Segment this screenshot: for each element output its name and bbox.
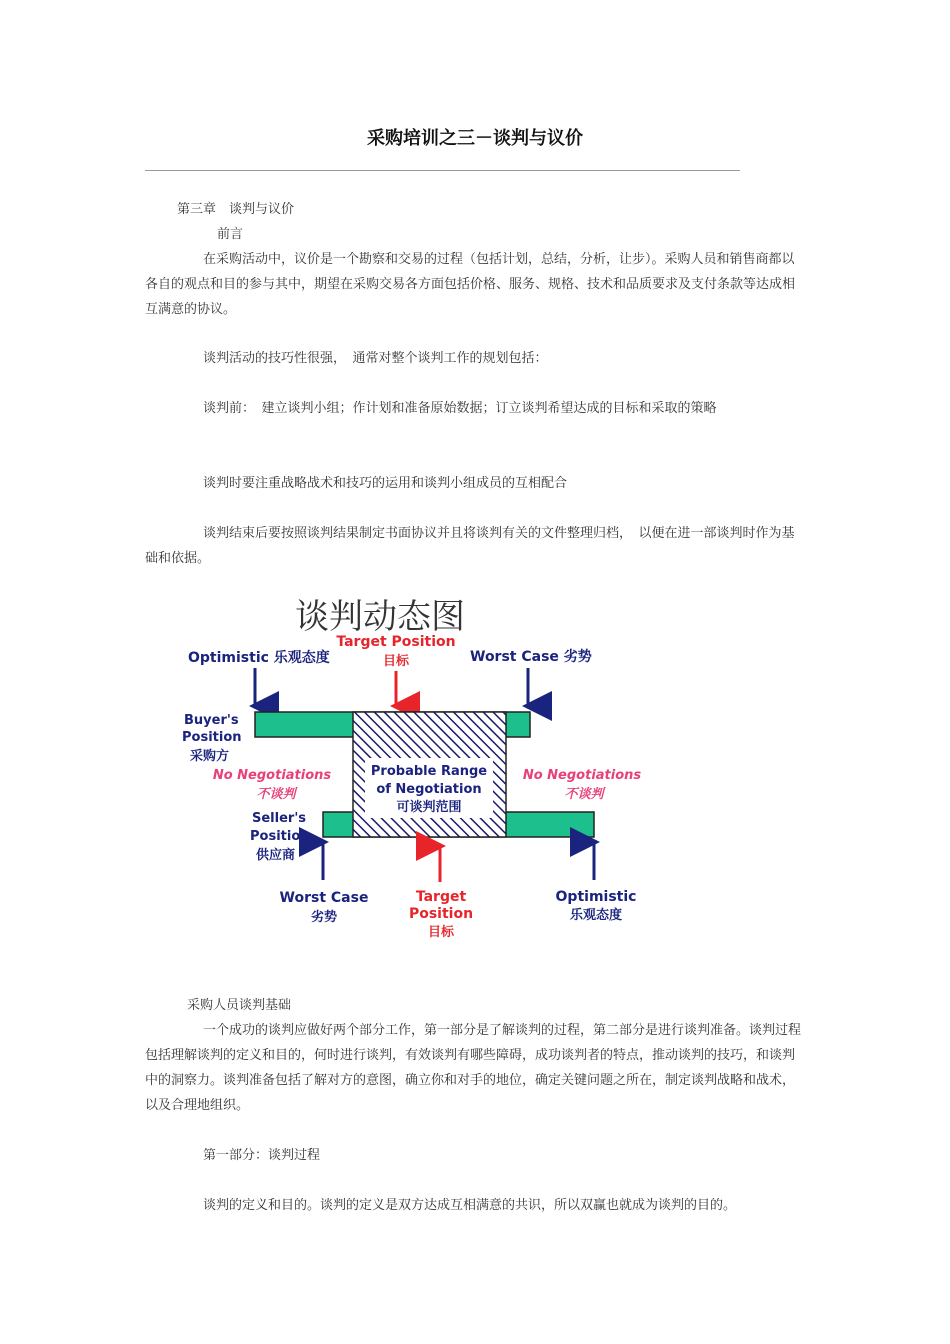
bottom-target-label-1: Target [415, 889, 467, 905]
no-negotiation-left-en: No Negotiations [212, 768, 332, 783]
seller-label-1: Seller's [252, 811, 307, 826]
part-one-heading: 第一部分：谈判过程 [203, 1148, 321, 1163]
preface-heading: 前言 [217, 227, 244, 242]
definition-paragraph: 谈判的定义和目的。谈判的定义是双方达成互相满意的共识，所以双赢也就成为谈判的目的。 [203, 1198, 737, 1213]
top-target-cn-label: 目标 [382, 654, 410, 669]
top-optimistic-label: Optimistic 乐观态度 [188, 650, 330, 666]
buyer-label-3: 采购方 [190, 749, 230, 764]
title-divider [145, 170, 740, 171]
intro-paragraph: 在采购活动中，议价是一个勘察和交易的过程（包括计划，总结，分析，让步）。采购人员和销售商都以各自的观点和目的参与其中，期望在采购交易各方面包括价格、服务、规格、技术和品质要求及支付条款等达成相互满意的协议。 [145, 252, 796, 317]
no-negotiation-right-en: No Negotiations [522, 768, 642, 783]
seller-label-2: Position [250, 829, 310, 844]
page-title: 采购培训之三－谈判与议价 [367, 128, 583, 149]
after-negotiation-paragraph: 谈判结束后要按照谈判结果制定书面协议并且将谈判有关的文件整理归档， 以便在进一部谈判时作为基础和依据。 [145, 526, 795, 566]
diagram-title: 谈判动态图 [295, 597, 465, 637]
bottom-worst-cn-label: 劣势 [310, 910, 338, 925]
range-label-3: 可谈判范围 [396, 800, 462, 815]
chapter-heading: 第三章 谈判与议价 [177, 202, 295, 217]
bottom-target-label-2: Position [408, 906, 474, 922]
during-negotiation-paragraph: 谈判时要注重战略战术和技巧的运用和谈判小组成员的互相配合 [203, 476, 568, 491]
before-negotiation-paragraph: 谈判前： 建立谈判小组；作计划和准备原始数据；订立谈判希望达成的目标和采取的策略 [203, 401, 717, 416]
no-negotiation-left-cn: 不谈判 [256, 787, 296, 802]
no-negotiation-right-cn: 不谈判 [564, 787, 604, 802]
basics-paragraph: 一个成功的谈判应做好两个部分工作，第一部分是了解谈判的过程，第二部分是进行谈判准备。谈判过程包括理解谈判的定义和目的，何时进行谈判，有效谈判有哪些障碍，成功谈判者的特点，推动谈判的技巧，和谈判中的洞察力。谈判准备包括了解对方的意图，确立你和对手的地位，确定关键问题之所在，制定谈判战略和战术，以及合理地组织。 [145, 1023, 802, 1113]
bottom-target-label-3: 目标 [427, 925, 455, 940]
planning-paragraph: 谈判活动的技巧性很强， 通常对整个谈判工作的规划包括： [203, 351, 548, 366]
section-heading: 采购人员谈判基础 [187, 998, 292, 1013]
range-label-2: of Negotiation [376, 782, 482, 797]
buyer-label-2: Position [182, 730, 242, 745]
bottom-worst-label: Worst Case [279, 890, 369, 906]
top-target-label: Target Position [336, 634, 456, 650]
negotiation-dynamics-diagram [172, 590, 652, 940]
range-label-1: Probable Range [370, 764, 488, 779]
bottom-optimistic-cn-label: 乐观态度 [569, 908, 623, 923]
top-worst-label: Worst Case 劣势 [470, 649, 592, 665]
buyer-label-1: Buyer's [184, 713, 239, 728]
seller-label-3: 供应商 [256, 848, 296, 863]
bottom-optimistic-label: Optimistic [555, 889, 637, 905]
